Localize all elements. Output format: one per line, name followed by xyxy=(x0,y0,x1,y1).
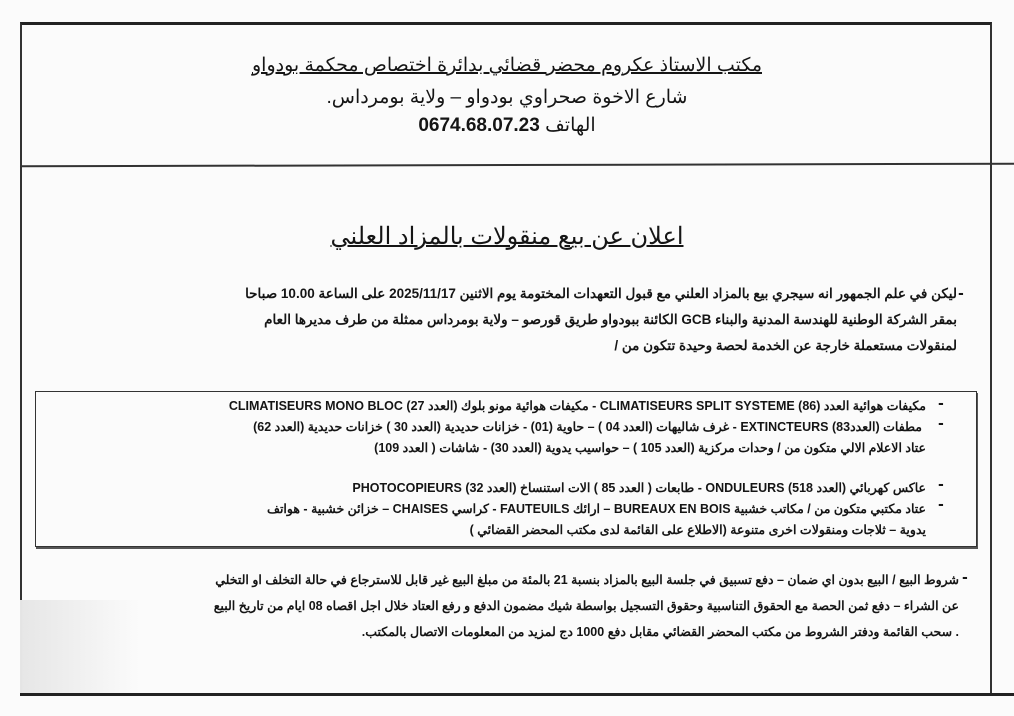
phone-number: 0674.68.07.23 xyxy=(418,115,540,136)
conditions-line: شروط البيع / البيع بدون اي ضمان – دفع تسبيق في جلسة البيع بالمزاد بنسبة 21 بالمئة من مبلغ البيع غير قابل للاسترجاع في حالة التخلف او التخلي xyxy=(215,573,959,587)
item-line: عاكس كهربائي (العدد 518) ONDULEURS - طابعات ( العدد 85 ) الات استنساخ (العدد 32) PHOTOCOPIEURS xyxy=(352,481,926,495)
intro-line: ليكن في علم الجمهور انه سيجري بيع بالمزاد العلني مع قبول التعهدات المختومة يوم الاثنين 2025/11/17 على الساعة 10.00 صباحا xyxy=(245,286,957,301)
item-line: عتاد الاعلام الالي متكون من / وحدات مركزية (العدد 105 ) – حواسيب يدوية (العدد 30) - شاشات ( العدد 109) xyxy=(374,441,926,455)
scan-shadow xyxy=(20,600,140,695)
office-phone xyxy=(0,114,1014,137)
item-bullet: - xyxy=(938,497,944,513)
intro-line: بمقر الشركة الوطنية للهندسة المدنية والبناء GCB الكائنة ببودواو طريق قورصو – ولاية بومرداس ممثلة من طرف مديرها العام xyxy=(264,312,957,327)
item-line: يدوية – ثلاجات ومنقولات اخرى متنوعة (الاطلاع على القائمة لدى مكتب المحضر القضائي ) xyxy=(469,523,926,537)
intro-line: لمنقولات مستعملة خارجة عن الخدمة لحصة وحيدة تتكون من / xyxy=(614,338,957,353)
office-heading xyxy=(0,54,1014,77)
conditions-line: . سحب القائمة ودفتر الشروط من مكتب المحضر القضائي مقابل دفع 1000 دج لمزيد من المعلومات الاتصال بالمكتب. xyxy=(361,625,959,639)
notice-title: اعلان عن بيع منقولات بالمزاد العلني xyxy=(330,223,684,250)
conditions-line: عن الشراء – دفع ثمن الحصة مع الحقوق التناسبية وحقوق التسجيل بواسطة شيك مضمون الدفع و رفع العتاد خلال اجل اقصاه 08 ايام من تاريخ البيع xyxy=(213,599,959,613)
conditions-bullet: - xyxy=(962,570,968,586)
item-line: عتاد مكتبي متكون من / مكاتب خشبية BUREAUX EN BOIS – ارائك FAUTEUILS - كراسي CHAISES – خزائن خشبية - هواتف xyxy=(267,502,926,516)
item-line: مكيفات هوائية العدد (86) CLIMATISEURS SPLIT SYSTEME - مكيفات هوائية مونو بلوك (العدد 27) CLIMATISEURS MONO BLOC xyxy=(228,399,926,413)
intro-bullet: - xyxy=(958,286,964,302)
item-bullet: - xyxy=(938,396,944,412)
office-name: مكتب الاستاذ عكروم محضر قضائي بدائرة اختصاص محكمة بودواو xyxy=(252,55,762,76)
item-line: مطفات (العدد83) EXTINCTEURS - غرف شاليهات (العدد 04 ) – حاوية (01) - خزانات حديدية (العدد 30 ) خزانات حديدية (العدد 62) xyxy=(253,420,922,434)
office-address: شارع الاخوة صحراوي بودواو – ولاية بومرداس. xyxy=(326,87,688,108)
phone-label: الهاتف xyxy=(545,115,596,136)
item-bullet: - xyxy=(938,477,944,493)
bottom-rule xyxy=(20,693,1014,696)
item-bullet: - xyxy=(938,416,944,432)
